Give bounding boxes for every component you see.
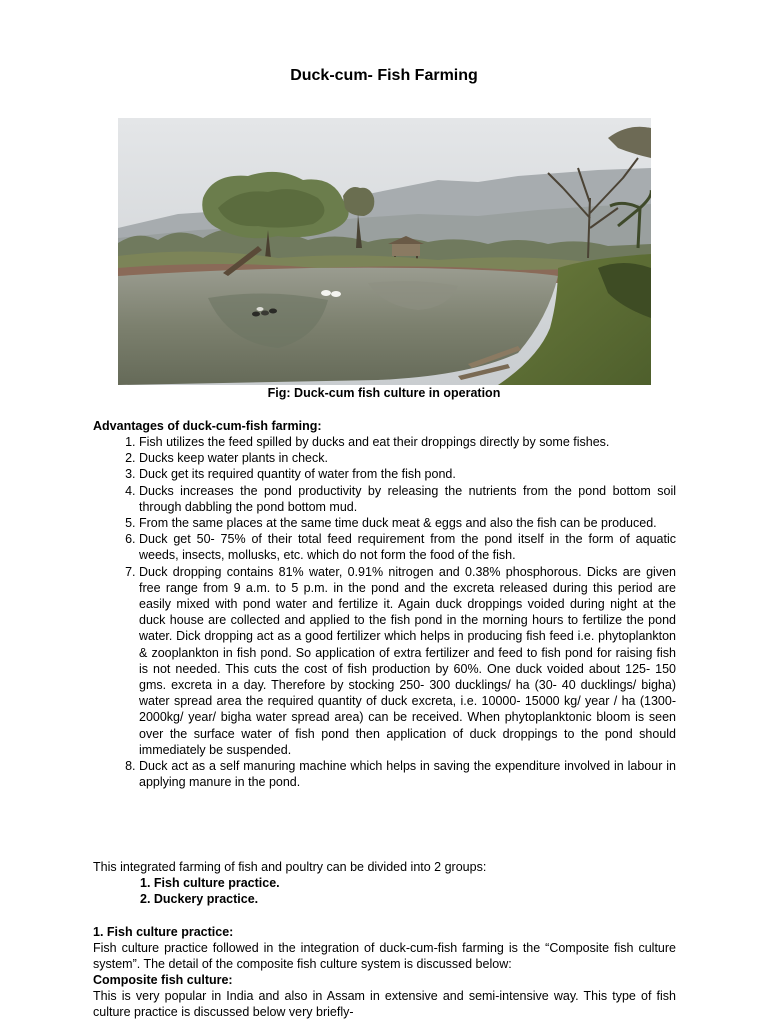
groups-list [140, 875, 280, 907]
fish-culture-heading: 1. Fish culture practice: [93, 925, 234, 939]
advantage-item: 5. From the same places at the same time duck meat & eggs and also the fish can be produced. [139, 515, 676, 531]
advantage-item: 8. Duck act as a self manuring machine which helps in saving the expenditure involved in labour in applying manure in the pond. [139, 758, 676, 790]
groups-intro: This integrated farming of fish and poultry can be divided into 2 groups: [93, 860, 487, 874]
page-title: Duck-cum- Fish Farming [290, 67, 478, 84]
advantage-item: 2. Ducks keep water plants in check. [139, 450, 676, 466]
composite-heading: Composite fish culture: [93, 973, 233, 987]
advantage-item: 1. Fish utilizes the feed spilled by ducks and eat their droppings directly by some fishes. [139, 434, 676, 450]
advantages-heading: Advantages of duck-cum-fish farming: [93, 419, 322, 433]
group-item: 1. Fish culture practice. [140, 876, 280, 890]
duck-fish-pond-photo [118, 118, 651, 385]
advantage-item: 7. Duck dropping contains 81% water, 0.91% nitrogen and 0.38% phosphorous. Dicks are given free range from 9 a.m. to 5 p.m. in the pond and the excreta released during this period are easily mixed with pond water and fertilize it. Again duck droppings voided during night at the duck house are collected and applied to the fish pond in the morning hours to fertilize the pond water. Dick dropping act as a good fertilizer which helps in producing fish feed i.e. phytoplankton & zooplankton in fish pond. So application of extra fertilizer and feed to fish pond for raising fish is not needed. This cuts the cost of fish production by 60%. One duck voided about 125- 150 gms. excreta in a day. Therefore by stocking 250- 300 ducklings/ ha (30- 40 ducklings/ bigha) water spread area the required quantity of duck excreta, i.e. 10000- 15000 kg/ year / ha (1300- 2000kg/ year/ bigha water spread area) can be received. When phytoplanktonic bloom is seen over the surface water of fish pond then application of duck droppings to the pond should immediately be suspended. [139, 564, 676, 758]
advantage-item: 6. Duck get 50- 75% of their total feed requirement from the pond itself in the form of aquatic weeds, insects, mollusks, etc. which do not form the food of the fish. [139, 531, 676, 563]
figure-caption: Fig: Duck-cum fish culture in operation [267, 386, 501, 400]
fish-culture-paragraph: Fish culture practice followed in the integration of duck-cum-fish farming is the “Composite fish culture system”. The detail of the composite fish culture system is discussed below: [93, 941, 676, 972]
advantage-item: 4. Ducks increases the pond productivity by releasing the nutrients from the pond bottom soil through dabbling the pond bottom mud. [139, 483, 676, 515]
composite-paragraph: This is very popular in India and also in Assam in extensive and semi-intensive way. This type of fish culture practice is discussed below very briefly- [93, 989, 676, 1020]
advantages-list [93, 434, 676, 790]
advantage-item: 3. Duck get its required quantity of water from the fish pond. [139, 466, 676, 482]
group-item: 2. Duckery practice. [140, 892, 259, 907]
